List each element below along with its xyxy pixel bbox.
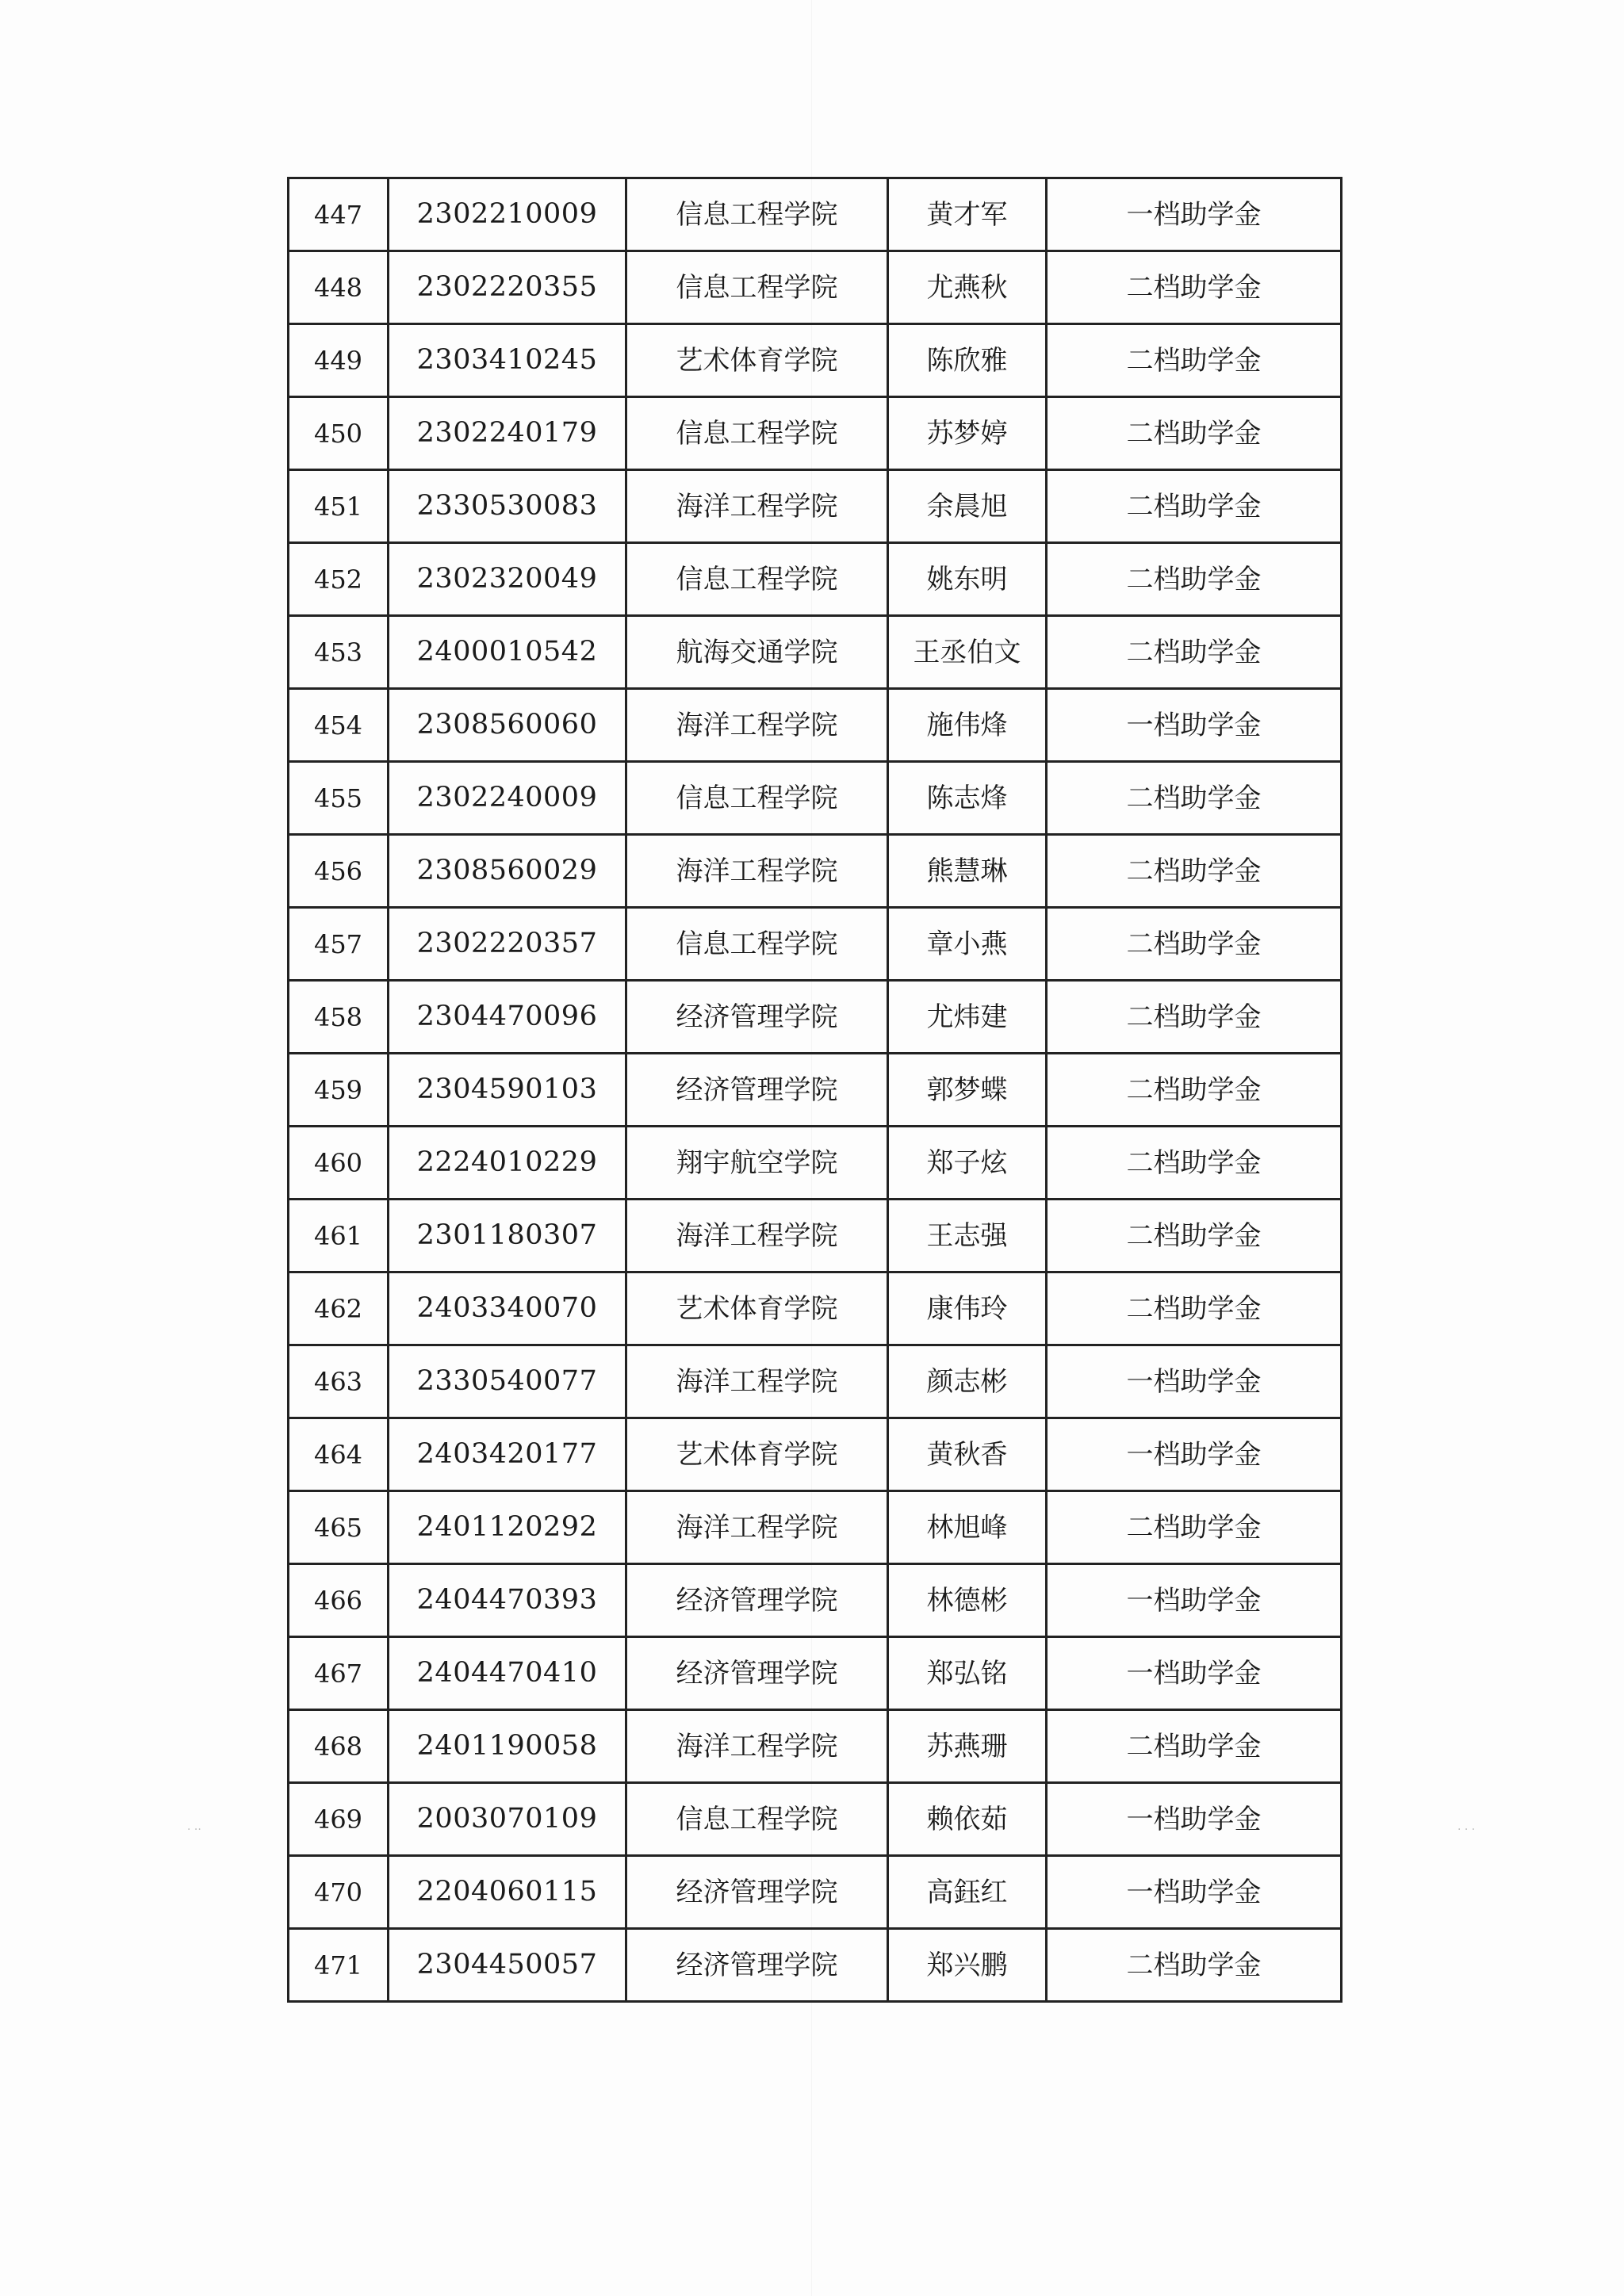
table-row <box>289 1856 1342 1929</box>
college-name: 信息工程学院 <box>626 908 888 981</box>
table-body <box>289 178 1342 2002</box>
grant-level: 一档助学金 <box>1047 178 1342 251</box>
grant-level: 二档助学金 <box>1047 1200 1342 1272</box>
row-number: 470 <box>289 1856 389 1929</box>
student-name: 林旭峰 <box>888 1491 1047 1564</box>
scholarship-list-table-container <box>287 177 1340 2003</box>
student-name: 郑子炫 <box>888 1127 1047 1200</box>
student-id: 2302240009 <box>389 762 626 835</box>
student-id: 2302210009 <box>389 178 626 251</box>
student-id: 2302220355 <box>389 251 626 324</box>
student-id: 2302220357 <box>389 908 626 981</box>
college-name: 海洋工程学院 <box>626 689 888 762</box>
row-number: 465 <box>289 1491 389 1564</box>
student-id: 2224010229 <box>389 1127 626 1200</box>
row-number: 456 <box>289 835 389 908</box>
student-name: 陈欣雅 <box>888 324 1047 397</box>
table-row <box>289 1564 1342 1637</box>
grant-level: 一档助学金 <box>1047 1637 1342 1710</box>
student-id: 2304470096 <box>389 981 626 1054</box>
grant-level: 二档助学金 <box>1047 251 1342 324</box>
row-number: 466 <box>289 1564 389 1637</box>
table-row <box>289 762 1342 835</box>
college-name: 经济管理学院 <box>626 1856 888 1929</box>
row-number: 469 <box>289 1783 389 1856</box>
row-number: 457 <box>289 908 389 981</box>
student-name: 郑兴鹏 <box>888 1929 1047 2002</box>
college-name: 信息工程学院 <box>626 1783 888 1856</box>
grant-level: 一档助学金 <box>1047 1856 1342 1929</box>
row-number: 468 <box>289 1710 389 1783</box>
table-row <box>289 689 1342 762</box>
college-name: 艺术体育学院 <box>626 1272 888 1345</box>
row-number: 458 <box>289 981 389 1054</box>
table-row <box>289 178 1342 251</box>
grant-level: 二档助学金 <box>1047 1929 1342 2002</box>
college-name: 艺术体育学院 <box>626 324 888 397</box>
student-name: 尤炜建 <box>888 981 1047 1054</box>
student-id: 2404470410 <box>389 1637 626 1710</box>
grant-level: 二档助学金 <box>1047 1710 1342 1783</box>
grant-level: 二档助学金 <box>1047 397 1342 470</box>
table-row <box>289 470 1342 543</box>
grant-level: 二档助学金 <box>1047 1054 1342 1127</box>
college-name: 海洋工程学院 <box>626 835 888 908</box>
row-number: 452 <box>289 543 389 616</box>
college-name: 经济管理学院 <box>626 1564 888 1637</box>
row-number: 462 <box>289 1272 389 1345</box>
student-name: 郑弘铭 <box>888 1637 1047 1710</box>
college-name: 信息工程学院 <box>626 543 888 616</box>
student-id: 2404470393 <box>389 1564 626 1637</box>
table-row <box>289 1418 1342 1491</box>
scan-speck: · · · <box>1457 1823 1476 1836</box>
college-name: 艺术体育学院 <box>626 1418 888 1491</box>
student-name: 章小燕 <box>888 908 1047 981</box>
student-name: 高鈺红 <box>888 1856 1047 1929</box>
table-row <box>289 1127 1342 1200</box>
row-number: 463 <box>289 1345 389 1418</box>
student-id: 2304450057 <box>389 1929 626 2002</box>
college-name: 海洋工程学院 <box>626 1200 888 1272</box>
row-number: 471 <box>289 1929 389 2002</box>
student-name: 尤燕秋 <box>888 251 1047 324</box>
grant-level: 一档助学金 <box>1047 1564 1342 1637</box>
student-id: 2400010542 <box>389 616 626 689</box>
table-row <box>289 908 1342 981</box>
row-number: 464 <box>289 1418 389 1491</box>
student-name: 康伟玲 <box>888 1272 1047 1345</box>
row-number: 467 <box>289 1637 389 1710</box>
row-number: 459 <box>289 1054 389 1127</box>
grant-level: 一档助学金 <box>1047 1783 1342 1856</box>
table-row <box>289 835 1342 908</box>
row-number: 449 <box>289 324 389 397</box>
student-id: 2204060115 <box>389 1856 626 1929</box>
college-name: 信息工程学院 <box>626 762 888 835</box>
college-name: 经济管理学院 <box>626 1929 888 2002</box>
table-row <box>289 1272 1342 1345</box>
student-id: 2302320049 <box>389 543 626 616</box>
student-name: 施伟烽 <box>888 689 1047 762</box>
college-name: 经济管理学院 <box>626 1637 888 1710</box>
college-name: 翔宇航空学院 <box>626 1127 888 1200</box>
student-name: 王志强 <box>888 1200 1047 1272</box>
grant-level: 一档助学金 <box>1047 1345 1342 1418</box>
scan-speck: · ·· <box>187 1823 201 1836</box>
table-row <box>289 251 1342 324</box>
row-number: 453 <box>289 616 389 689</box>
student-name: 熊慧琳 <box>888 835 1047 908</box>
grant-level: 二档助学金 <box>1047 762 1342 835</box>
table-row <box>289 397 1342 470</box>
student-name: 苏梦婷 <box>888 397 1047 470</box>
grant-level: 二档助学金 <box>1047 324 1342 397</box>
student-name: 陈志烽 <box>888 762 1047 835</box>
grant-level: 二档助学金 <box>1047 835 1342 908</box>
table-row <box>289 1710 1342 1783</box>
table-row <box>289 1783 1342 1856</box>
scholarship-list-table <box>287 177 1342 2003</box>
grant-level: 二档助学金 <box>1047 543 1342 616</box>
student-name: 余晨旭 <box>888 470 1047 543</box>
row-number: 454 <box>289 689 389 762</box>
student-id: 2403340070 <box>389 1272 626 1345</box>
student-id: 2302240179 <box>389 397 626 470</box>
student-name: 郭梦蝶 <box>888 1054 1047 1127</box>
row-number: 461 <box>289 1200 389 1272</box>
student-name: 颜志彬 <box>888 1345 1047 1418</box>
college-name: 海洋工程学院 <box>626 1710 888 1783</box>
college-name: 海洋工程学院 <box>626 1345 888 1418</box>
student-id: 2304590103 <box>389 1054 626 1127</box>
student-id: 2330540077 <box>389 1345 626 1418</box>
grant-level: 二档助学金 <box>1047 470 1342 543</box>
student-id: 2308560060 <box>389 689 626 762</box>
table-row <box>289 616 1342 689</box>
student-id: 2303410245 <box>389 324 626 397</box>
student-id: 2403420177 <box>389 1418 626 1491</box>
student-name: 林德彬 <box>888 1564 1047 1637</box>
table-row <box>289 1637 1342 1710</box>
table-row <box>289 1929 1342 2002</box>
student-id: 2003070109 <box>389 1783 626 1856</box>
student-name: 黄才军 <box>888 178 1047 251</box>
table-row <box>289 324 1342 397</box>
grant-level: 一档助学金 <box>1047 1418 1342 1491</box>
student-id: 2308560029 <box>389 835 626 908</box>
student-id: 2301180307 <box>389 1200 626 1272</box>
grant-level: 二档助学金 <box>1047 908 1342 981</box>
college-name: 经济管理学院 <box>626 981 888 1054</box>
row-number: 448 <box>289 251 389 324</box>
college-name: 航海交通学院 <box>626 616 888 689</box>
table-row <box>289 981 1342 1054</box>
table-row <box>289 1054 1342 1127</box>
college-name: 信息工程学院 <box>626 251 888 324</box>
grant-level: 一档助学金 <box>1047 689 1342 762</box>
table-row <box>289 1345 1342 1418</box>
row-number: 451 <box>289 470 389 543</box>
student-id: 2330530083 <box>389 470 626 543</box>
row-number: 460 <box>289 1127 389 1200</box>
student-name: 黄秋香 <box>888 1418 1047 1491</box>
student-id: 2401120292 <box>389 1491 626 1564</box>
grant-level: 二档助学金 <box>1047 1127 1342 1200</box>
grant-level: 二档助学金 <box>1047 1272 1342 1345</box>
grant-level: 二档助学金 <box>1047 1491 1342 1564</box>
grant-level: 二档助学金 <box>1047 616 1342 689</box>
grant-level: 二档助学金 <box>1047 981 1342 1054</box>
student-id: 2401190058 <box>389 1710 626 1783</box>
student-name: 姚东明 <box>888 543 1047 616</box>
college-name: 海洋工程学院 <box>626 470 888 543</box>
table-row <box>289 1200 1342 1272</box>
college-name: 信息工程学院 <box>626 178 888 251</box>
table-row <box>289 1491 1342 1564</box>
college-name: 信息工程学院 <box>626 397 888 470</box>
row-number: 455 <box>289 762 389 835</box>
student-name: 王丞伯文 <box>888 616 1047 689</box>
row-number: 450 <box>289 397 389 470</box>
college-name: 经济管理学院 <box>626 1054 888 1127</box>
table-row <box>289 543 1342 616</box>
college-name: 海洋工程学院 <box>626 1491 888 1564</box>
student-name: 赖依茹 <box>888 1783 1047 1856</box>
row-number: 447 <box>289 178 389 251</box>
student-name: 苏燕珊 <box>888 1710 1047 1783</box>
